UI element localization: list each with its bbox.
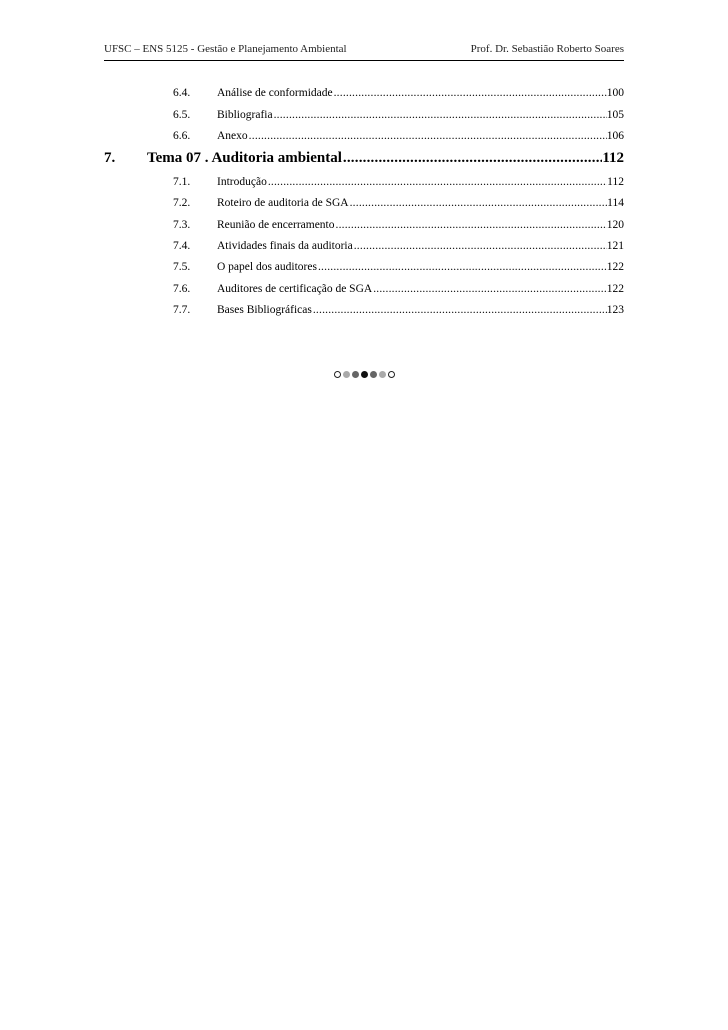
toc-leader-dots	[349, 197, 608, 209]
toc-entry[interactable]	[173, 197, 624, 209]
toc-entry-number: 7.7.	[173, 304, 191, 316]
toc-leader-dots	[372, 283, 607, 295]
toc-chapter-entry[interactable]	[104, 150, 624, 167]
ornament-dot	[361, 371, 368, 378]
toc-entry-page: 100	[606, 87, 624, 99]
toc-entry[interactable]	[173, 87, 624, 99]
toc-entry-title: Auditores de certificação de SGA	[217, 283, 373, 295]
toc-leader-dots	[342, 150, 602, 167]
toc-entry-page: 105	[606, 109, 624, 121]
toc-entry-title: Introdução	[217, 176, 267, 188]
toc-leader-dots	[267, 176, 607, 188]
toc-chapter-page: 112	[602, 150, 624, 166]
toc-entry-page: 122	[606, 283, 624, 295]
toc-entry-title: Anexo	[217, 130, 248, 142]
toc-entry-number: 7.6.	[173, 283, 191, 295]
toc-entry-page: 112	[607, 176, 624, 188]
toc-entry-page: 114	[607, 197, 624, 209]
toc-entry-page: 106	[606, 130, 624, 142]
toc-entry-number: 7.5.	[173, 261, 191, 273]
ornament-dot	[388, 371, 395, 378]
toc-entry[interactable]	[173, 283, 624, 295]
section-end-ornament	[334, 371, 395, 378]
ornament-dot	[343, 371, 350, 378]
ornament-dot	[334, 371, 341, 378]
toc-leader-dots	[353, 240, 607, 252]
toc-leader-dots	[248, 130, 607, 142]
toc-entry-number: 7.4.	[173, 240, 191, 252]
toc-leader-dots	[317, 261, 607, 273]
toc-entry-page: 121	[606, 240, 624, 252]
toc-entry-title: Bases Bibliográficas	[217, 304, 312, 316]
toc-entry-page: 120	[606, 219, 624, 231]
toc-entry[interactable]	[173, 304, 624, 316]
toc-leader-dots	[312, 304, 607, 316]
ornament-dot	[352, 371, 359, 378]
toc-entry[interactable]	[173, 240, 624, 252]
page-header	[104, 41, 624, 61]
toc-entry-page: 122	[606, 261, 624, 273]
toc-entry-number: 7.3.	[173, 219, 191, 231]
toc-entry-page: 123	[606, 304, 624, 316]
toc-leader-dots	[333, 87, 607, 99]
toc-entry-title: Reunião de encerramento	[217, 219, 335, 231]
toc-entry-title: Roteiro de auditoria de SGA	[217, 197, 349, 209]
toc-entry-number: 6.6.	[173, 130, 191, 142]
toc-entry[interactable]	[173, 261, 624, 273]
toc-entry[interactable]	[173, 176, 624, 188]
toc-entry-title: Atividades finais da auditoria	[217, 240, 353, 252]
toc-leader-dots	[335, 219, 607, 231]
toc-entry[interactable]	[173, 219, 624, 231]
toc-entry-number: 6.4.	[173, 87, 191, 99]
toc-entry-number: 7.2.	[173, 197, 191, 209]
toc-leader-dots	[273, 109, 607, 121]
header-author: Prof. Dr. Sebastião Roberto Soares	[470, 43, 624, 55]
ornament-dot	[379, 371, 386, 378]
toc-entry-title: O papel dos auditores	[217, 261, 317, 273]
toc-entry[interactable]	[173, 130, 624, 142]
toc-entry-number: 6.5.	[173, 109, 191, 121]
toc-entry-title: Análise de conformidade	[217, 87, 333, 99]
toc-chapter-number: 7.	[104, 150, 116, 166]
header-course: UFSC – ENS 5125 - Gestão e Planejamento Ambiental	[104, 43, 347, 55]
toc-entry-title: Bibliografia	[217, 109, 273, 121]
toc-chapter-title: Tema 07 . Auditoria ambiental	[147, 150, 342, 166]
toc-entry-number: 7.1.	[173, 176, 191, 188]
toc-entry[interactable]	[173, 109, 624, 121]
ornament-dot	[370, 371, 377, 378]
